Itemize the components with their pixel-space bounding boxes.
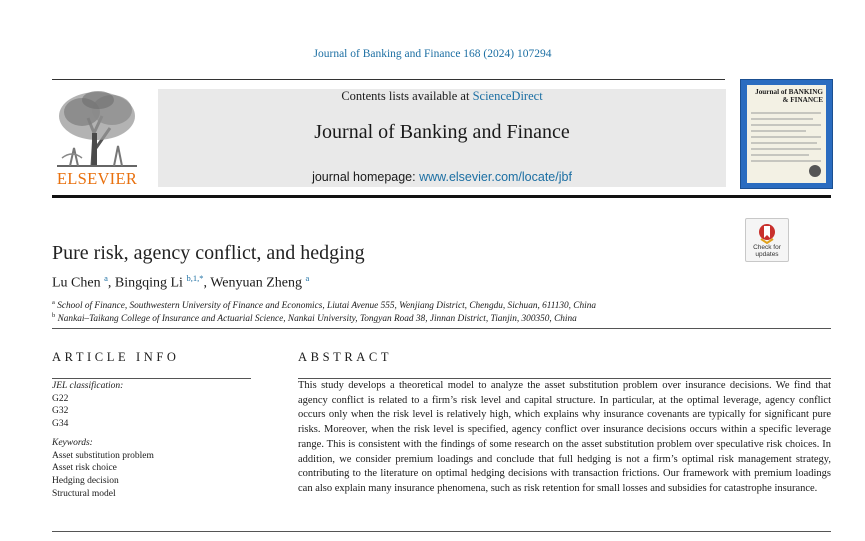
keyword-item[interactable]: Asset risk choice xyxy=(52,463,117,474)
jel-code[interactable]: G34 xyxy=(52,419,69,430)
contents-prefix: Contents lists available at xyxy=(341,89,473,103)
check-for-updates-button[interactable] xyxy=(745,218,789,262)
abstract-body: This study develops a theoretical model to analyze the asset substitution problem over insurance decisions. We find that agency conflict is related to a firm’s risk level and capital structure. In particular, at the optimal leverage, agency conflict occurs only when the risk level is relatively high, which explains why insurance covenants are typically for significant pure risks. Moreover, when the risk level is specified, agency conflict over insurance decisions occurs within a specific leverage range. This is consistent with the findings of some research on the asset substitution problem over speculative risk choices. In addition, we consider premium loadings and conclude that full hedging is not a firm’s optimal risk management strategy, contributing to the literature on optimal hedging decisions with transaction frictions. Our framework with premium loadings can also explain many insurance phenomena, such as risk retention for small losses and subsidies for catastrophe insurance. xyxy=(298,380,831,494)
section-divider xyxy=(52,328,831,329)
author-affiliation-mark[interactable]: a xyxy=(305,273,310,283)
affiliation-a xyxy=(52,299,596,311)
header-thick-rule xyxy=(52,195,831,198)
jel-code[interactable]: G22 xyxy=(52,393,69,404)
cover-table-of-contents-icon xyxy=(751,109,822,179)
header-top-rule xyxy=(52,79,725,80)
affiliation-text: School of Finance, Southwestern University of Finance and Economics, Liutai Avenue 555, Wenjiang District, Chengdu, Sichuan, 611130, China xyxy=(57,301,597,312)
journal-title: Journal of Banking and Finance xyxy=(314,121,570,143)
homepage-prefix: journal homepage: xyxy=(312,170,420,184)
abstract-heading: ABSTRACT xyxy=(298,350,393,364)
affiliation-mark: a xyxy=(52,299,55,306)
cover-title: Journal of BANKING & FINANCE xyxy=(755,88,823,104)
author-affiliation-mark[interactable]: a xyxy=(104,273,108,283)
keywords-label: Keywords: xyxy=(52,437,93,448)
paper-title: Pure risk, agency conflict, and hedging xyxy=(52,242,365,264)
keyword-item[interactable]: Asset substitution problem xyxy=(52,450,154,461)
author-affiliation-mark[interactable]: b,1,* xyxy=(186,273,204,283)
bottom-rule xyxy=(52,531,831,532)
journal-cover-panel xyxy=(747,85,826,183)
jel-code[interactable]: G32 xyxy=(52,406,69,417)
contents-availability-line xyxy=(158,89,726,104)
journal-reference-link[interactable]: Journal of Banking and Finance 168 (2024) 107294 xyxy=(313,48,552,60)
author-list: Lu Chen $^a$, Bingqing Li $^{b,1,*}$, Wenyuan Zheng $^a$ xyxy=(52,273,310,291)
article-info-rule xyxy=(52,378,251,379)
check-for-updates-label: Check for updates xyxy=(753,244,781,258)
author-name[interactable]: Bingqing Li xyxy=(114,275,183,291)
keyword-item[interactable]: Structural model xyxy=(52,488,116,499)
journal-homepage-line xyxy=(158,170,726,184)
author-name[interactable]: Wenyuan Zheng xyxy=(210,275,302,291)
author-name[interactable]: Lu Chen xyxy=(52,275,101,291)
crossmark-icon xyxy=(758,222,776,244)
keyword-item[interactable]: Hedging decision xyxy=(52,475,119,486)
affiliation-text: Nankai–Taikang College of Insurance and Actuarial Science, Nankai University, Tongyan Road 38, Jinnan District, Tianjin, 300350, China xyxy=(57,314,577,325)
elsevier-wordmark: ELSEVIER xyxy=(56,169,138,188)
article-info-panel xyxy=(52,380,252,500)
affiliation-mark: b xyxy=(52,312,56,319)
journal-homepage-link[interactable]: www.elsevier.com/locate/jbf xyxy=(419,170,572,184)
journal-cover-image[interactable] xyxy=(740,79,833,189)
jel-classification-label: JEL classification: xyxy=(52,381,124,391)
article-info-heading: ARTICLE INFO xyxy=(52,350,180,364)
affiliation-b xyxy=(52,312,577,324)
sciencedirect-link[interactable]: ScienceDirect xyxy=(472,89,543,103)
